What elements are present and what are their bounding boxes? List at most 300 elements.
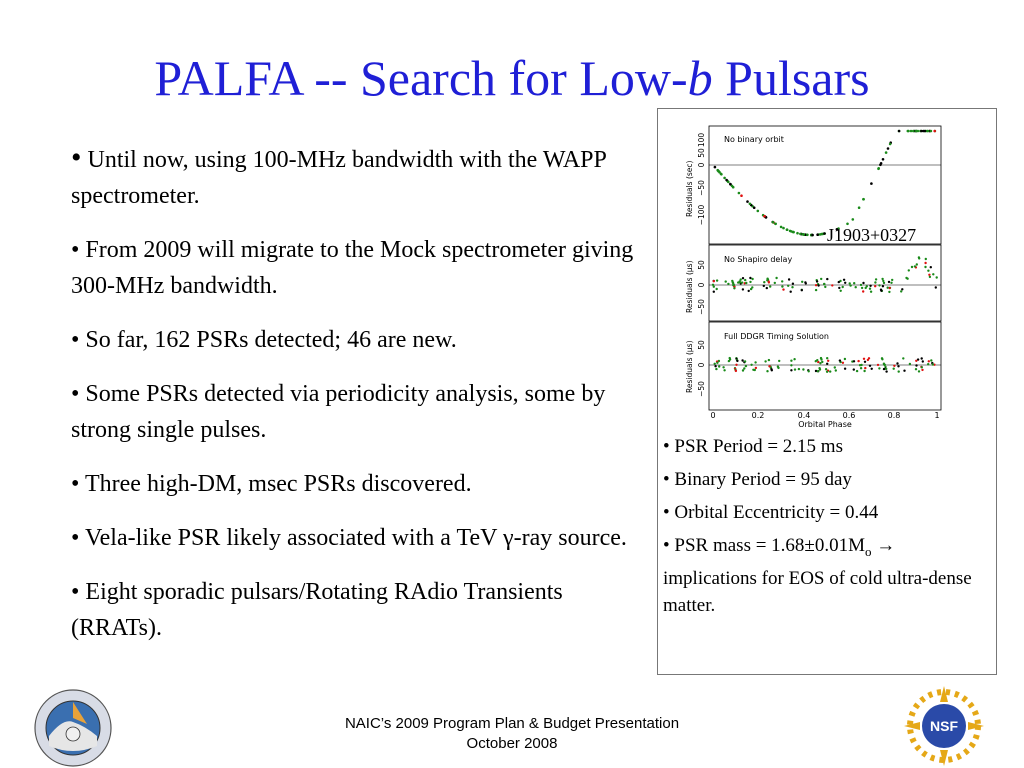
residual-point	[772, 221, 775, 224]
ytick-label: 50	[697, 148, 706, 158]
residual-point	[880, 162, 883, 165]
residual-point	[751, 278, 753, 280]
residual-point	[908, 269, 910, 271]
residual-point	[774, 282, 776, 284]
residual-point	[777, 366, 779, 368]
residual-point	[796, 232, 799, 235]
bullet-text: Until now, using 100-MHz bandwidth with the WAPP spectrometer.	[71, 147, 606, 209]
naic-seal-logo	[33, 688, 113, 768]
residual-point	[781, 280, 783, 282]
residual-point	[835, 369, 837, 371]
residual-point	[718, 365, 720, 367]
residual-point	[915, 130, 918, 133]
residual-point	[768, 365, 770, 367]
bullet-dot: •	[71, 381, 80, 407]
residual-point	[885, 370, 887, 372]
residual-point	[768, 281, 770, 283]
residual-point	[902, 357, 904, 359]
residual-point	[816, 359, 818, 361]
residual-point	[715, 368, 717, 370]
residual-point	[921, 366, 923, 368]
ytick-label: 50	[697, 260, 706, 270]
psr-name-label: J1903+0327	[827, 225, 917, 245]
residual-point	[749, 281, 751, 283]
residual-point	[853, 368, 855, 370]
residual-point	[792, 283, 794, 285]
residual-point	[751, 286, 753, 288]
residual-point	[843, 279, 845, 281]
prop-binary	[663, 466, 991, 493]
residual-point	[915, 364, 917, 366]
residual-point	[924, 266, 926, 268]
residual-point	[781, 285, 783, 287]
residual-point	[903, 370, 905, 372]
residual-point	[753, 206, 756, 209]
ytick-label: 100	[697, 132, 706, 148]
residual-point	[791, 286, 793, 288]
residual-point	[929, 276, 931, 278]
residual-point	[744, 279, 746, 281]
ytick-label: 0	[697, 282, 706, 288]
residual-point	[743, 367, 745, 369]
residual-point	[930, 130, 933, 133]
residual-point	[877, 167, 880, 170]
residual-point	[878, 284, 880, 286]
residual-point	[875, 278, 877, 280]
xlabel: Orbital Phase	[798, 420, 852, 429]
residual-point	[749, 203, 752, 206]
prop-period-text: PSR Period = 2.15 ms	[674, 436, 843, 457]
yticks-middle	[697, 260, 706, 315]
residual-point	[869, 285, 871, 287]
residual-point	[763, 215, 766, 218]
residual-point	[802, 233, 805, 236]
bullet-text: Vela-like PSR likely associated with a TeV γ-ray source.	[84, 525, 627, 551]
residual-point	[834, 366, 836, 368]
residual-point	[842, 362, 844, 364]
yticks-top	[697, 133, 706, 226]
residual-point	[744, 360, 746, 362]
residual-point	[790, 364, 792, 366]
residual-point	[882, 158, 885, 161]
residual-point	[815, 289, 817, 291]
residual-point	[739, 281, 741, 283]
residual-point	[787, 285, 789, 287]
residual-point	[831, 284, 833, 286]
residual-point	[825, 368, 827, 370]
nsf-logo-text: NSF	[930, 718, 958, 734]
residual-point	[735, 370, 737, 372]
residual-point	[936, 276, 938, 278]
bullet-item	[71, 574, 641, 646]
residual-point	[778, 360, 780, 362]
residual-point	[858, 206, 861, 209]
residual-point	[920, 130, 923, 133]
bullet-dot: •	[71, 579, 80, 605]
residual-point	[713, 286, 715, 288]
prop-ecc-text: Orbital Eccentricity = 0.44	[674, 502, 879, 523]
residual-point	[824, 286, 826, 288]
residual-point	[819, 368, 821, 370]
panel-label-middle: No Shapiro delay	[724, 255, 793, 264]
bullet-text: From 2009 will migrate to the Mock spectrometer giving 300-MHz bandwidth.	[71, 237, 634, 299]
ylabel-middle: Residuals (μs)	[685, 260, 694, 313]
xtick-label: 0	[710, 411, 716, 420]
prop-mass-implication: implications for EOS of cold ultra-dense matter.	[663, 567, 972, 616]
residual-point	[927, 270, 929, 272]
residual-point	[774, 223, 777, 226]
residual-point	[725, 280, 727, 282]
residual-point	[877, 364, 879, 366]
bullet-dot: •	[71, 471, 80, 497]
residual-point	[731, 185, 734, 188]
prop-eccentricity	[663, 499, 991, 526]
residual-point	[889, 287, 891, 289]
residual-point	[881, 358, 883, 360]
residual-point	[763, 285, 765, 287]
residual-point	[893, 365, 895, 367]
xticks	[710, 411, 939, 420]
prop-period	[663, 433, 991, 460]
residual-point	[883, 363, 885, 365]
residual-point	[829, 370, 831, 372]
residual-point	[775, 277, 777, 279]
residual-point	[742, 369, 744, 371]
residual-point	[853, 360, 855, 362]
residual-point	[782, 227, 785, 230]
residual-point	[820, 358, 822, 360]
residual-point	[826, 363, 828, 365]
residual-point	[928, 360, 930, 362]
residual-point	[869, 365, 871, 367]
bullet-item	[71, 140, 641, 214]
residual-point	[887, 147, 890, 150]
residual-point	[749, 277, 751, 279]
residual-point	[866, 285, 868, 287]
residual-point	[852, 218, 855, 221]
xtick-label: 1	[934, 411, 940, 420]
residual-point	[912, 130, 915, 133]
xtick-label: 0.8	[887, 411, 901, 420]
bullet-item	[71, 232, 641, 304]
residual-point	[746, 200, 749, 203]
slide-title	[0, 48, 1024, 108]
ytick-label: 0	[697, 162, 706, 168]
residual-point	[768, 359, 770, 361]
ytick-label: 0	[697, 362, 706, 368]
residual-point	[901, 288, 903, 290]
residual-point	[816, 280, 818, 282]
residual-point	[727, 283, 729, 285]
residual-point	[802, 368, 804, 370]
residual-point	[792, 231, 795, 234]
residual-point	[790, 360, 792, 362]
residual-point	[883, 282, 885, 284]
residual-point	[716, 362, 718, 364]
residual-point	[738, 192, 741, 195]
panel-label-bottom: Full DDGR Timing Solution	[724, 332, 830, 341]
yticks-bottom	[697, 340, 706, 397]
bullet-dot: •	[663, 436, 670, 457]
residual-point	[755, 367, 757, 369]
residual-point	[733, 287, 735, 289]
residual-point	[805, 282, 807, 284]
residual-point	[799, 233, 802, 236]
ylabel-top: Residuals (sec)	[685, 160, 694, 217]
residual-point	[882, 285, 884, 287]
bullet-item	[71, 322, 641, 358]
residual-point	[915, 368, 917, 370]
residual-point	[789, 230, 792, 233]
residual-point	[928, 274, 930, 276]
residual-point	[823, 232, 826, 235]
residual-point	[806, 234, 809, 237]
residual-point	[745, 365, 747, 367]
residual-point	[754, 361, 756, 363]
residual-point	[935, 286, 937, 288]
residual-point	[811, 234, 814, 237]
bullet-dot: •	[71, 237, 80, 263]
bullet-dot: •	[663, 469, 670, 490]
residual-point	[754, 369, 756, 371]
residual-point	[909, 363, 911, 365]
residual-point	[769, 285, 771, 287]
nsf-logo	[902, 684, 986, 768]
residual-point	[889, 143, 892, 146]
bullet-item	[71, 466, 641, 502]
residual-point	[930, 359, 932, 361]
residual-point	[870, 291, 872, 293]
residual-point	[722, 366, 724, 368]
bullet-dot: •	[71, 327, 80, 353]
residual-point	[742, 277, 744, 279]
prop-mass-subscript: o	[865, 543, 872, 559]
bullet-text: So far, 162 PSRs detected; 46 are new.	[85, 327, 457, 353]
pulsar-figure-panel	[657, 108, 997, 675]
residual-point	[801, 289, 803, 291]
residual-point	[827, 360, 829, 362]
residual-point	[922, 360, 924, 362]
residual-point	[927, 363, 929, 365]
residual-point	[906, 278, 908, 280]
residual-point	[817, 284, 819, 286]
residual-point	[864, 367, 866, 369]
residual-point	[910, 130, 913, 133]
residual-point	[921, 357, 923, 359]
bullet-item	[71, 520, 641, 556]
ytick-label: −100	[697, 204, 706, 226]
residual-point	[750, 364, 752, 366]
residual-point	[860, 367, 862, 369]
residual-point	[786, 228, 789, 231]
bullet-text: Three high-DM, msec PSRs discovered.	[84, 471, 472, 497]
residual-point	[745, 282, 747, 284]
residual-point	[826, 278, 828, 280]
footer-line2: October 2008	[466, 735, 558, 752]
panel-label-top: No binary orbit	[724, 135, 784, 144]
residual-point	[870, 182, 873, 185]
residual-point	[771, 369, 773, 371]
residual-point	[918, 370, 920, 372]
residual-point	[838, 281, 840, 283]
residual-point	[844, 368, 846, 370]
residual-point	[725, 179, 728, 182]
residual-point	[855, 286, 857, 288]
residual-point	[723, 369, 725, 371]
residual-point	[740, 278, 742, 280]
timing-residuals-plot	[658, 109, 996, 429]
residual-point	[794, 368, 796, 370]
residual-point	[838, 287, 840, 289]
title-tail: Pulsars	[712, 50, 870, 106]
residual-point	[840, 290, 842, 292]
residual-point	[740, 194, 743, 197]
residual-point	[823, 283, 825, 285]
residual-point	[925, 258, 927, 260]
residual-point	[839, 359, 841, 361]
title-main: PALFA -- Search for Low-	[154, 50, 688, 106]
residual-point	[826, 357, 828, 359]
residual-point	[868, 357, 870, 359]
residual-point	[914, 265, 916, 267]
residual-point	[897, 365, 899, 367]
residual-point	[790, 291, 792, 293]
residual-point	[932, 273, 934, 275]
residual-point	[819, 362, 821, 364]
residual-point	[764, 360, 766, 362]
xtick-label: 0.4	[797, 411, 811, 420]
residual-point	[880, 290, 882, 292]
residual-point	[793, 358, 795, 360]
residual-point	[927, 130, 930, 133]
residual-point	[921, 369, 923, 371]
residual-point	[723, 177, 726, 180]
residual-point	[729, 358, 731, 360]
residual-point	[716, 169, 719, 172]
residual-point	[718, 171, 721, 174]
residual-point	[713, 280, 715, 282]
residual-point	[930, 266, 932, 268]
residual-point	[801, 281, 803, 283]
residual-point	[808, 370, 810, 372]
prop-mass	[663, 532, 991, 619]
prop-binary-text: Binary Period = 95 day	[674, 469, 852, 490]
residual-point	[893, 368, 895, 370]
residual-point	[860, 364, 862, 366]
residual-point	[871, 368, 873, 370]
bullet-list	[71, 140, 641, 664]
residual-point	[911, 266, 913, 268]
residual-point	[874, 285, 876, 287]
residual-point	[915, 360, 917, 362]
residual-point	[716, 288, 718, 290]
bullet-dot: •	[71, 525, 80, 551]
footer-line1: NAIC’s 2009 Program Plan & Budget Presentation	[344, 715, 680, 732]
bullet-dot: •	[663, 535, 670, 556]
residual-point	[898, 370, 900, 372]
bullet-dot: •	[71, 141, 82, 174]
arrow-icon: →	[876, 535, 896, 556]
residual-point	[820, 278, 822, 280]
ytick-label: −50	[697, 299, 706, 315]
xtick-label: 0.6	[842, 411, 856, 420]
residual-point	[864, 361, 866, 363]
residual-point	[857, 360, 859, 362]
residual-point	[849, 284, 851, 286]
xtick-label: 0.2	[751, 411, 765, 420]
residual-point	[820, 233, 823, 236]
residual-point	[844, 282, 846, 284]
ytick-label: 50	[697, 340, 706, 350]
residual-point	[736, 360, 738, 362]
residual-point	[853, 282, 855, 284]
residual-point	[863, 370, 865, 372]
residual-point	[714, 365, 716, 367]
residual-point	[757, 210, 760, 213]
residual-point	[766, 279, 768, 281]
residual-point	[874, 281, 876, 283]
bullet-item	[71, 376, 641, 448]
residual-point	[782, 288, 784, 290]
residual-point	[748, 290, 750, 292]
footer	[0, 714, 1024, 754]
residual-point	[714, 363, 716, 365]
ytick-label: −50	[697, 381, 706, 397]
residual-point	[860, 284, 862, 286]
residual-point	[766, 287, 768, 289]
residual-point	[932, 363, 934, 365]
bullet-text: Eight sporadic pulsars/Rotating RAdio Transients (RRATs).	[71, 579, 563, 641]
residual-point	[862, 290, 864, 292]
residual-point	[878, 367, 880, 369]
residual-point	[742, 288, 744, 290]
prop-mass-text: PSR mass = 1.68±0.01M	[674, 535, 865, 556]
ytick-label: −50	[697, 180, 706, 196]
residual-point	[924, 262, 926, 264]
pulsar-properties	[663, 433, 991, 625]
residual-point	[713, 291, 715, 293]
residual-point	[862, 282, 864, 284]
residual-point	[763, 281, 765, 283]
residual-point	[798, 368, 800, 370]
residual-point	[861, 287, 863, 289]
residual-point	[916, 263, 918, 265]
bullet-text: Some PSRs detected via periodicity analysis, some by strong single pulses.	[71, 381, 606, 443]
residual-point	[856, 370, 858, 372]
residual-point	[888, 291, 890, 293]
residual-point	[826, 371, 828, 373]
residual-point	[741, 281, 743, 283]
title-italic: b	[687, 50, 713, 106]
residual-point	[885, 151, 888, 154]
residual-point	[933, 130, 936, 133]
residual-point	[780, 226, 783, 229]
residual-point	[816, 233, 819, 236]
residual-point	[716, 279, 718, 281]
residual-point	[714, 166, 717, 169]
bullet-dot: •	[663, 502, 670, 523]
residual-point	[896, 362, 898, 364]
plot-frames	[709, 126, 941, 410]
residual-point	[918, 257, 920, 259]
residual-point	[735, 364, 737, 366]
residual-point	[844, 358, 846, 360]
residual-point	[863, 358, 865, 360]
residual-point	[788, 278, 790, 280]
residual-point	[842, 286, 844, 288]
residual-point	[907, 130, 910, 133]
residual-point	[741, 359, 743, 361]
